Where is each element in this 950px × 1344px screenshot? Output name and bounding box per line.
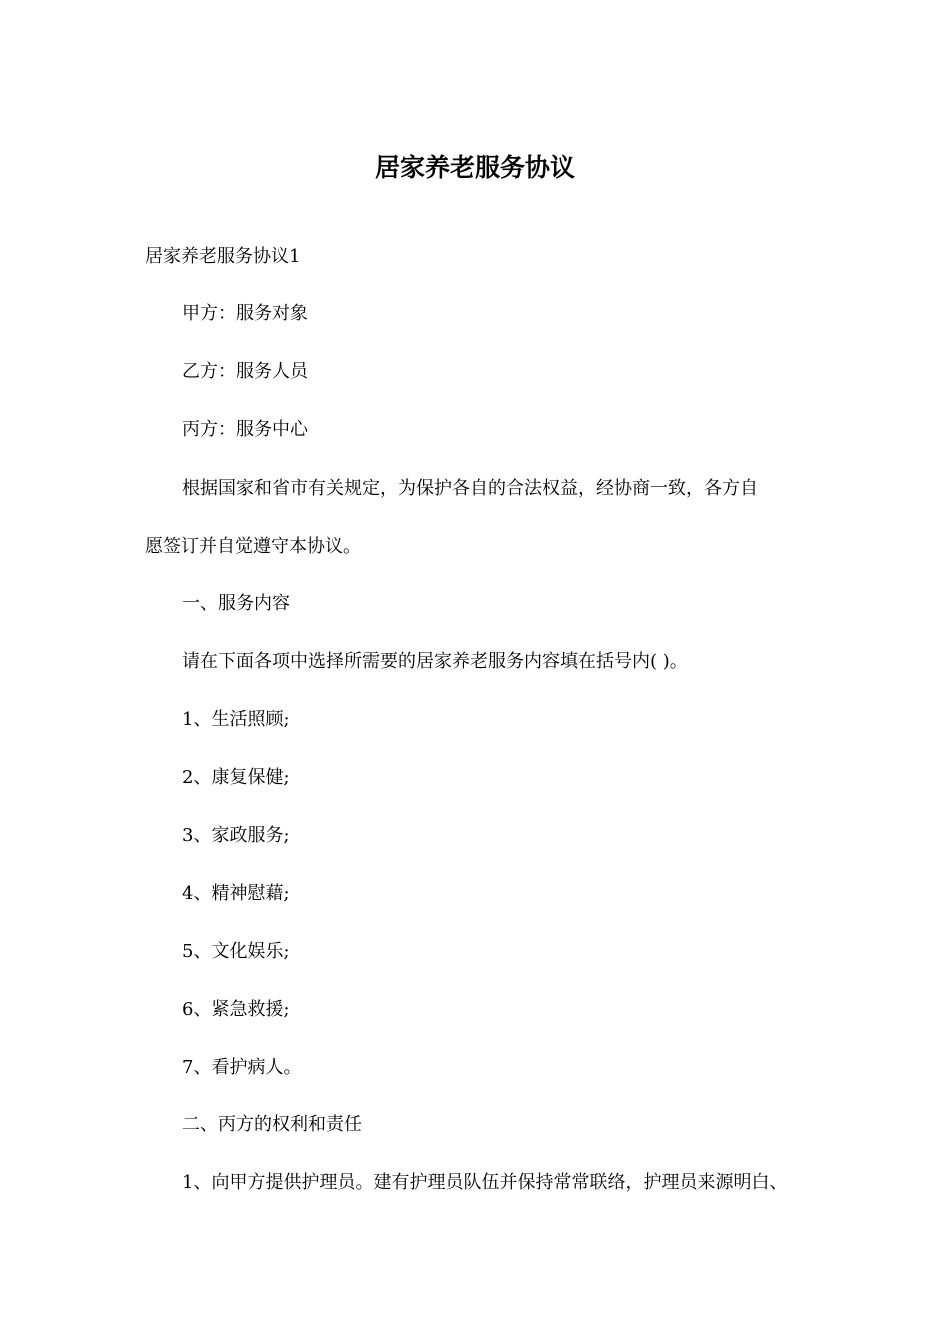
preamble-line-1: 根据国家和省市有关规定，为保护各自的合法权益，经协商一致，各方自 bbox=[182, 478, 758, 499]
section-2-item-1: 1、向甲方提供护理员。建有护理员队伍并保持常常联络，护理员来源明白、 bbox=[182, 1172, 788, 1193]
service-item: 1、生活照顾; bbox=[182, 709, 290, 730]
section-1-instruction: 请在下面各项中选择所需要的居家养老服务内容填在括号内( )。 bbox=[182, 651, 688, 672]
section-1-heading: 一、服务内容 bbox=[182, 593, 290, 614]
service-item: 5、文化娱乐; bbox=[182, 941, 290, 962]
service-item: 7、看护病人。 bbox=[182, 1057, 302, 1078]
party-a: 甲方：服务对象 bbox=[182, 303, 308, 324]
preamble-line-2: 愿签订并自觉遵守本协议。 bbox=[145, 536, 361, 557]
party-b: 乙方：服务人员 bbox=[182, 361, 308, 382]
service-item: 2、康复保健; bbox=[182, 767, 290, 788]
agreement-subtitle: 居家养老服务协议1 bbox=[145, 246, 301, 267]
section-2-heading: 二、丙方的权利和责任 bbox=[182, 1114, 362, 1135]
service-item: 6、紧急救援; bbox=[182, 999, 290, 1020]
party-c: 丙方：服务中心 bbox=[182, 419, 308, 440]
service-item: 3、家政服务; bbox=[182, 825, 290, 846]
service-item: 4、精神慰藉; bbox=[182, 883, 290, 904]
document-title: 居家养老服务协议 bbox=[374, 153, 575, 182]
